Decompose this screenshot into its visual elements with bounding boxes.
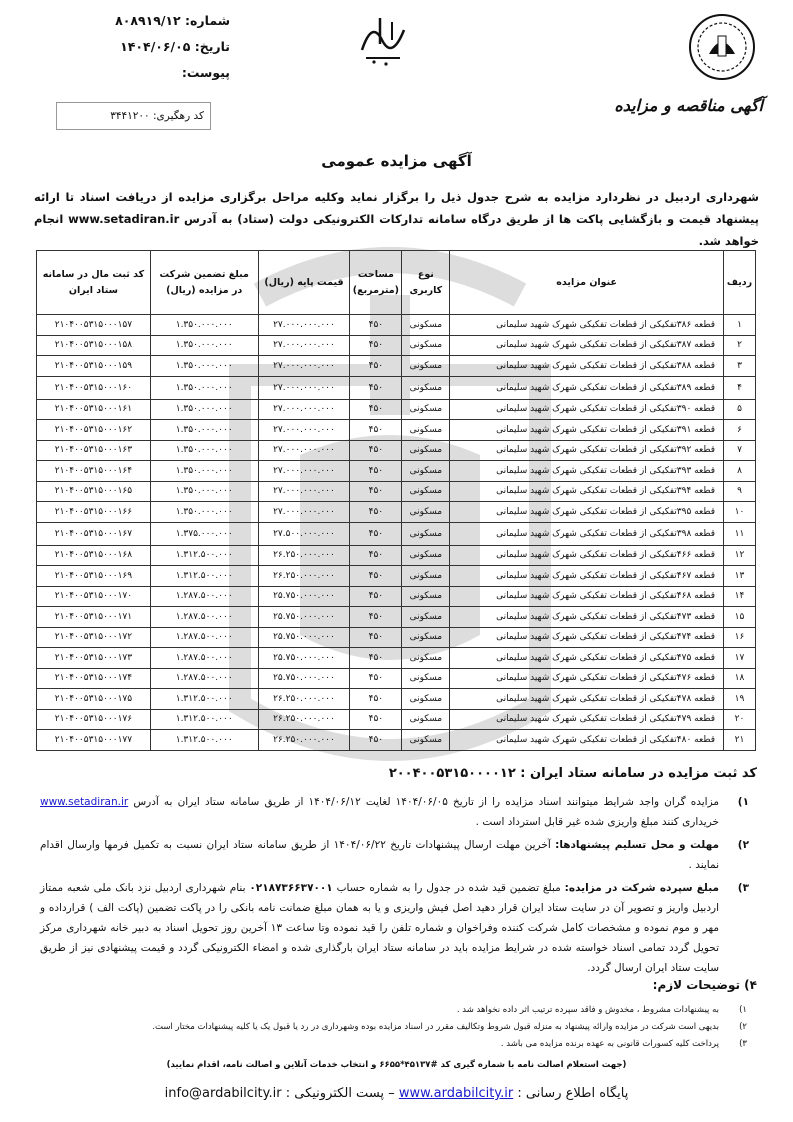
- row-number: ۱۸: [724, 668, 756, 689]
- row-use: مسکونی: [402, 668, 450, 689]
- row-use: مسکونی: [402, 709, 450, 730]
- date-label: تاریخ:: [194, 39, 230, 54]
- row-deposit: ۱.۳۷۵.۰۰۰.۰۰۰: [150, 522, 258, 545]
- row-number: ۱۰: [724, 502, 756, 523]
- row-title: قطعه ۴۷۹تفکیکی از قطعات تفکیکی شهرک شهید سلیمانی: [450, 709, 724, 730]
- row-number: ۱۲: [724, 545, 756, 566]
- table-row: [37, 607, 756, 628]
- row-number: ۲: [724, 335, 756, 356]
- row-base-price: ۲۷.۰۰۰.۰۰۰.۰۰۰: [258, 335, 350, 356]
- row-code: ۲۱۰۴۰۰۵۳۱۵۰۰۰۱۷۲: [37, 627, 151, 648]
- row-title: قطعه ۳۸۶تفکیکی از قطعات تفکیکی شهرک شهید سلیمانی: [450, 315, 724, 336]
- table-row: [37, 627, 756, 648]
- row-area: ۴۵۰: [350, 315, 402, 336]
- row-area: ۴۵۰: [350, 399, 402, 420]
- row-deposit: ۱.۲۸۷.۵۰۰.۰۰۰: [150, 668, 258, 689]
- condition-item-1: [40, 792, 757, 832]
- row-code: ۲۱۰۴۰۰۵۳۱۵۰۰۰۱۶۰: [37, 376, 151, 399]
- row-deposit: ۱.۳۵۰.۰۰۰.۰۰۰: [150, 502, 258, 523]
- row-base-price: ۲۷.۰۰۰.۰۰۰.۰۰۰: [258, 461, 350, 482]
- table-row: [37, 545, 756, 566]
- item-text: مبلغ تضمین قید شده در جدول را به شماره حساب: [336, 882, 561, 894]
- row-code: ۲۱۰۴۰۰۵۳۱۵۰۰۰۱۷۱: [37, 607, 151, 628]
- registration-label: کد ثبت مزایده در سامانه ستاد ایران :: [520, 766, 757, 781]
- row-title: قطعه ۳۸۷تفکیکی از قطعات تفکیکی شهرک شهید سلیمانی: [450, 335, 724, 356]
- table-row: [37, 648, 756, 669]
- row-deposit: ۱.۳۱۲.۵۰۰.۰۰۰: [150, 689, 258, 710]
- col-use: نوع کاربری: [402, 251, 450, 315]
- tracking-code-box: [56, 102, 211, 130]
- row-deposit: ۱.۳۵۰.۰۰۰.۰۰۰: [150, 440, 258, 461]
- row-number: ۵: [724, 399, 756, 420]
- row-code: ۲۱۰۴۰۰۵۳۱۵۰۰۰۱۶۶: [37, 502, 151, 523]
- row-base-price: ۲۷.۰۰۰.۰۰۰.۰۰۰: [258, 481, 350, 502]
- intro-line2a: و بازگشایی پاکت ها از طریق درگاه سامانه تدارکات الکترونیکی دولت (ستاد) به آدرس: [184, 212, 675, 226]
- table-row: [37, 522, 756, 545]
- row-use: مسکونی: [402, 627, 450, 648]
- row-title: قطعه ۴۷۵تفکیکی از قطعات تفکیکی شهرک شهید سلیمانی: [450, 648, 724, 669]
- row-deposit: ۱.۳۵۰.۰۰۰.۰۰۰: [150, 399, 258, 420]
- row-base-price: ۲۷.۰۰۰.۰۰۰.۰۰۰: [258, 376, 350, 399]
- row-deposit: ۱.۳۱۲.۵۰۰.۰۰۰: [150, 730, 258, 751]
- note-item: ۳) پرداخت کلیه کسورات قانونی به عهده برنده مزایده می باشد .: [500, 1039, 747, 1049]
- item-number: ۲): [737, 839, 749, 851]
- setadiran-link[interactable]: www.setadiran.ir: [68, 212, 180, 226]
- row-use: مسکونی: [402, 356, 450, 377]
- row-use: مسکونی: [402, 566, 450, 587]
- row-code: ۲۱۰۴۰۰۵۳۱۵۰۰۰۱۶۹: [37, 566, 151, 587]
- row-area: ۴۵۰: [350, 420, 402, 441]
- row-code: ۲۱۰۴۰۰۵۳۱۵۰۰۰۱۵۹: [37, 356, 151, 377]
- table-row: [37, 689, 756, 710]
- table-row: [37, 730, 756, 751]
- row-base-price: ۲۷.۰۰۰.۰۰۰.۰۰۰: [258, 440, 350, 461]
- number-label: شماره:: [185, 13, 230, 28]
- row-deposit: ۱.۳۵۰.۰۰۰.۰۰۰: [150, 356, 258, 377]
- row-title: قطعه ۴۶۶تفکیکی از قطعات تفکیکی شهرک شهید سلیمانی: [450, 545, 724, 566]
- row-use: مسکونی: [402, 607, 450, 628]
- row-area: ۴۵۰: [350, 335, 402, 356]
- row-base-price: ۲۵.۷۵۰.۰۰۰.۰۰۰: [258, 607, 350, 628]
- letter-date: [60, 34, 230, 60]
- row-title: قطعه ۳۹۰تفکیکی از قطعات تفکیکی شهرک شهید سلیمانی: [450, 399, 724, 420]
- row-area: ۴۵۰: [350, 566, 402, 587]
- row-number: ۹: [724, 481, 756, 502]
- row-deposit: ۱.۲۸۷.۵۰۰.۰۰۰: [150, 607, 258, 628]
- row-deposit: ۱.۳۱۲.۵۰۰.۰۰۰: [150, 566, 258, 587]
- row-deposit: ۱.۲۸۷.۵۰۰.۰۰۰: [150, 627, 258, 648]
- row-base-price: ۲۷.۰۰۰.۰۰۰.۰۰۰: [258, 356, 350, 377]
- row-base-price: ۲۶.۲۵۰.۰۰۰.۰۰۰: [258, 566, 350, 587]
- row-number: ۳: [724, 356, 756, 377]
- row-base-price: ۲۵.۷۵۰.۰۰۰.۰۰۰: [258, 668, 350, 689]
- item-number: ۱): [737, 796, 749, 808]
- row-code: ۲۱۰۴۰۰۵۳۱۵۰۰۰۱۶۴: [37, 461, 151, 482]
- conditions-list: [40, 792, 757, 981]
- row-base-price: ۲۷.۰۰۰.۰۰۰.۰۰۰: [258, 502, 350, 523]
- letter-number: [60, 8, 230, 34]
- table-row: [37, 399, 756, 420]
- row-code: ۲۱۰۴۰۰۵۳۱۵۰۰۰۱۵۸: [37, 335, 151, 356]
- row-title: قطعه ۳۹۵تفکیکی از قطعات تفکیکی شهرک شهید سلیمانی: [450, 502, 724, 523]
- row-use: مسکونی: [402, 335, 450, 356]
- row-use: مسکونی: [402, 522, 450, 545]
- item-number: ۳): [737, 882, 749, 894]
- row-base-price: ۲۶.۲۵۰.۰۰۰.۰۰۰: [258, 545, 350, 566]
- row-code: ۲۱۰۴۰۰۵۳۱۵۰۰۰۱۶۱: [37, 399, 151, 420]
- col-deposit: مبلغ تضمین شرکت در مزایده (ریال): [150, 251, 258, 315]
- email-link[interactable]: info@ardabilcity.ir: [164, 1086, 282, 1101]
- note-item: ۱) به پیشنهادات مشروط ، مخدوش و فاقد سپرده ترتیب اثر داده نخواهد شد .: [456, 1005, 747, 1015]
- letter-attachment: [60, 60, 230, 86]
- row-code: ۲۱۰۴۰۰۵۳۱۵۰۰۰۱۷۵: [37, 689, 151, 710]
- row-area: ۴۵۰: [350, 730, 402, 751]
- row-deposit: ۱.۳۱۲.۵۰۰.۰۰۰: [150, 709, 258, 730]
- calligraphy-emblem: [352, 10, 412, 68]
- table-row: [37, 461, 756, 482]
- row-area: ۴۵۰: [350, 668, 402, 689]
- col-code: کد ثبت مال در سامانه ستاد ایران: [37, 251, 151, 315]
- row-base-price: ۲۵.۷۵۰.۰۰۰.۰۰۰: [258, 648, 350, 669]
- row-area: ۴۵۰: [350, 376, 402, 399]
- registration-value: ۲۰۰۴۰۰۵۳۱۵۰۰۰۰۱۲: [388, 766, 516, 781]
- row-base-price: ۲۷.۰۰۰.۰۰۰.۰۰۰: [258, 399, 350, 420]
- row-code: ۲۱۰۴۰۰۵۳۱۵۰۰۰۱۷۳: [37, 648, 151, 669]
- row-number: ۷: [724, 440, 756, 461]
- row-number: ۶: [724, 420, 756, 441]
- row-deposit: ۱.۳۵۰.۰۰۰.۰۰۰: [150, 335, 258, 356]
- row-title: قطعه ۳۹۲تفکیکی از قطعات تفکیکی شهرک شهید سلیمانی: [450, 440, 724, 461]
- row-code: ۲۱۰۴۰۰۵۳۱۵۰۰۰۱۶۸: [37, 545, 151, 566]
- row-number: ۱۶: [724, 627, 756, 648]
- row-use: مسکونی: [402, 440, 450, 461]
- row-use: مسکونی: [402, 315, 450, 336]
- intro-line1: شهرداری اردبیل در نظردارد مزایده به شرح جدول ذیل را برگزار نماید وکلیه مراحل برگزاری مزایده از دریافت اسناد تا ارائه پیشنهاد قیمت: [34, 190, 759, 226]
- row-base-price: ۲۷.۰۰۰.۰۰۰.۰۰۰: [258, 420, 350, 441]
- tracking-value: ۳۴۴۱۲۰۰: [110, 110, 150, 122]
- row-code: ۲۱۰۴۰۰۵۳۱۵۰۰۰۱۷۶: [37, 709, 151, 730]
- row-use: مسکونی: [402, 481, 450, 502]
- row-code: ۲۱۰۴۰۰۵۳۱۵۰۰۰۱۶۲: [37, 420, 151, 441]
- auction-table: [36, 250, 756, 751]
- row-number: ۱۵: [724, 607, 756, 628]
- table-row: [37, 566, 756, 587]
- row-use: مسکونی: [402, 689, 450, 710]
- row-title: قطعه ۴۶۷تفکیکی از قطعات تفکیکی شهرک شهید سلیمانی: [450, 566, 724, 587]
- row-area: ۴۵۰: [350, 607, 402, 628]
- setadiran-link[interactable]: www.setadiran.ir: [40, 796, 129, 808]
- row-title: قطعه ۳۹۸تفکیکی از قطعات تفکیکی شهرک شهید سلیمانی: [450, 522, 724, 545]
- table-row: [37, 335, 756, 356]
- row-title: قطعه ۳۹۱تفکیکی از قطعات تفکیکی شهرک شهید سلیمانی: [450, 420, 724, 441]
- row-use: مسکونی: [402, 502, 450, 523]
- row-area: ۴۵۰: [350, 648, 402, 669]
- row-title: قطعه ۴۷۸تفکیکی از قطعات تفکیکی شهرک شهید سلیمانی: [450, 689, 724, 710]
- row-area: ۴۵۰: [350, 461, 402, 482]
- row-number: ۱۳: [724, 566, 756, 587]
- item-text: بنام شهرداری اردبیل نزد بانک ملی شعبه ممتاز اردبیل واریز و تصویر آن در سایت ستاد ایران قرار دهید اصل فیش واریزی و یا به همان مبلغ ضمانت نامه بانکی را در پاکت تضمین (پاکت الف ) قرارداده و مهر و موم نموده و مشخصات کامل شرکت کننده وفراخوان و شماره تلفن را قید نموده وتا ساعت ۱۳ آخرین روز تحویل اسناد به دبیر خانه شهرداری مرکز تحویل گردد تمامی اسناد خواسته شده در شرایط مزایده باید در سامانه ستاد ایران بارگذاری شده و امضاء الکترونیکی گردد و قیمت پیشنهادی نیز از طریق سایت ستاد ایران ارسال گردد.: [40, 882, 719, 974]
- notes-heading: ۴) توضیحات لازم:: [652, 978, 757, 992]
- item-text: خریداری کنند مبلغ واریزی شده غیر قابل استرداد است .: [475, 816, 719, 828]
- row-code: ۲۱۰۴۰۰۵۳۱۵۰۰۰۱۷۰: [37, 586, 151, 607]
- row-area: ۴۵۰: [350, 502, 402, 523]
- row-title: قطعه ۳۹۴تفکیکی از قطعات تفکیکی شهرک شهید سلیمانی: [450, 481, 724, 502]
- item-text: مزایده گران واجد شرایط میتوانند اسناد مزایده را از تاریخ ۱۴۰۴/۰۶/۰۵ لغایت ۱۴۰۴/۰۶/۱۲ از طریق سامانه ستاد ایران به آدرس: [133, 796, 719, 808]
- ardabil-municipality-logo: [687, 12, 757, 82]
- notes-list: [40, 1002, 757, 1053]
- authenticity-note: (جهت استعلام اصالت نامه با شماره گیری کد #۴۵۱۳۷*۶۶۵۵ و انتخاب خدمات آنلاین و اصالت نامه، اقدام نمایید): [166, 1060, 627, 1070]
- row-title: قطعه ۴۷۳تفکیکی از قطعات تفکیکی شهرک شهید سلیمانی: [450, 607, 724, 628]
- table-row: [37, 420, 756, 441]
- row-code: ۲۱۰۴۰۰۵۳۱۵۰۰۰۱۶۵: [37, 481, 151, 502]
- table-row: [37, 709, 756, 730]
- row-deposit: ۱.۳۵۰.۰۰۰.۰۰۰: [150, 376, 258, 399]
- condition-item-3: [40, 878, 757, 978]
- page-title: آگهی مزایده عمومی: [321, 152, 472, 170]
- row-area: ۴۵۰: [350, 356, 402, 377]
- row-title: قطعه ۴۷۶تفکیکی از قطعات تفکیکی شهرک شهید سلیمانی: [450, 668, 724, 689]
- item-heading: مهلت و محل تسلیم پیشنهادها:: [555, 839, 720, 851]
- row-code: ۲۱۰۴۰۰۵۳۱۵۰۰۰۱۵۷: [37, 315, 151, 336]
- row-use: مسکونی: [402, 376, 450, 399]
- row-use: مسکونی: [402, 648, 450, 669]
- col-row: ردیف: [724, 251, 756, 315]
- row-area: ۴۵۰: [350, 709, 402, 730]
- row-deposit: ۱.۳۵۰.۰۰۰.۰۰۰: [150, 315, 258, 336]
- row-area: ۴۵۰: [350, 689, 402, 710]
- row-base-price: ۲۶.۲۵۰.۰۰۰.۰۰۰: [258, 709, 350, 730]
- table-row: [37, 440, 756, 461]
- row-base-price: ۲۵.۷۵۰.۰۰۰.۰۰۰: [258, 627, 350, 648]
- email-label: پست الکترونیکی :: [285, 1086, 385, 1101]
- row-number: ۱: [724, 315, 756, 336]
- table-row: [37, 481, 756, 502]
- tracking-label: کد رهگیری:: [153, 110, 204, 122]
- row-code: ۲۱۰۴۰۰۵۳۱۵۰۰۰۱۶۷: [37, 522, 151, 545]
- registration-code: [389, 766, 757, 781]
- item-heading: مبلغ سپرده شرکت در مزایده:: [564, 882, 720, 894]
- intro-line2b: انجام خواهد شد.: [34, 212, 759, 248]
- row-number: ۱۱: [724, 522, 756, 545]
- row-base-price: ۲۶.۲۵۰.۰۰۰.۰۰۰: [258, 689, 350, 710]
- col-area: مساحت (مترمربع): [350, 251, 402, 315]
- col-title: عنوان مزایده: [450, 251, 724, 315]
- row-title: قطعه ۳۸۸تفکیکی از قطعات تفکیکی شهرک شهید سلیمانی: [450, 356, 724, 377]
- row-area: ۴۵۰: [350, 440, 402, 461]
- portal-link[interactable]: www.ardabilcity.ir: [398, 1086, 514, 1101]
- row-code: ۲۱۰۴۰۰۵۳۱۵۰۰۰۱۷۷: [37, 730, 151, 751]
- row-base-price: ۲۷.۵۰۰.۰۰۰.۰۰۰: [258, 522, 350, 545]
- row-deposit: ۱.۲۸۷.۵۰۰.۰۰۰: [150, 648, 258, 669]
- row-area: ۴۵۰: [350, 522, 402, 545]
- date-value: ۱۴۰۴/۰۶/۰۵: [120, 39, 191, 54]
- row-deposit: ۱.۳۵۰.۰۰۰.۰۰۰: [150, 481, 258, 502]
- table-row: [37, 586, 756, 607]
- row-base-price: ۲۷.۰۰۰.۰۰۰.۰۰۰: [258, 315, 350, 336]
- row-title: قطعه ۴۸۰تفکیکی از قطعات تفکیکی شهرک شهید سلیمانی: [450, 730, 724, 751]
- condition-item-2: [40, 835, 757, 875]
- row-deposit: ۱.۳۵۰.۰۰۰.۰۰۰: [150, 461, 258, 482]
- row-use: مسکونی: [402, 461, 450, 482]
- row-code: ۲۱۰۴۰۰۵۳۱۵۰۰۰۱۶۳: [37, 440, 151, 461]
- table-row: [37, 376, 756, 399]
- row-number: ۱۹: [724, 689, 756, 710]
- row-area: ۴۵۰: [350, 627, 402, 648]
- col-base: قیمت پایه (ریال): [258, 251, 350, 315]
- number-value: ۸۰۸۹۱۹/۱۲: [115, 13, 181, 28]
- row-code: ۲۱۰۴۰۰۵۳۱۵۰۰۰۱۷۴: [37, 668, 151, 689]
- row-base-price: ۲۶.۲۵۰.۰۰۰.۰۰۰: [258, 730, 350, 751]
- row-deposit: ۱.۳۱۲.۵۰۰.۰۰۰: [150, 545, 258, 566]
- row-use: مسکونی: [402, 399, 450, 420]
- row-title: قطعه ۴۷۴تفکیکی از قطعات تفکیکی شهرک شهید سلیمانی: [450, 627, 724, 648]
- row-use: مسکونی: [402, 586, 450, 607]
- note-item: ۲) بدیهی است شرکت در مزایده وارائه پیشنهاد به منزله قبول شروط وتکالیف مقرر در اسناد مزایده بوده وشهرداری در رد یا قبول یک یا کلیه پیشنهادات مختار است.: [152, 1022, 747, 1032]
- row-base-price: ۲۵.۷۵۰.۰۰۰.۰۰۰: [258, 586, 350, 607]
- table-row: [37, 502, 756, 523]
- row-deposit: ۱.۲۸۷.۵۰۰.۰۰۰: [150, 586, 258, 607]
- row-number: ۲۱: [724, 730, 756, 751]
- row-deposit: ۱.۳۵۰.۰۰۰.۰۰۰: [150, 420, 258, 441]
- table-row: [37, 315, 756, 336]
- row-use: مسکونی: [402, 545, 450, 566]
- attach-label: پیوست:: [181, 65, 230, 80]
- row-number: ۱۴: [724, 586, 756, 607]
- row-number: ۱۷: [724, 648, 756, 669]
- row-number: ۴: [724, 376, 756, 399]
- table-row: [37, 668, 756, 689]
- row-number: ۲۰: [724, 709, 756, 730]
- row-area: ۴۵۰: [350, 481, 402, 502]
- account-number: ۰۲۱۸۷۳۶۶۳۷۰۰۱: [249, 882, 333, 894]
- row-use: مسکونی: [402, 730, 450, 751]
- table-row: [37, 356, 756, 377]
- row-title: قطعه ۴۶۸تفکیکی از قطعات تفکیکی شهرک شهید سلیمانی: [450, 586, 724, 607]
- row-area: ۴۵۰: [350, 545, 402, 566]
- table-header-row: [37, 251, 756, 315]
- row-number: ۸: [724, 461, 756, 482]
- intro-paragraph: [34, 186, 759, 252]
- row-title: قطعه ۳۹۳تفکیکی از قطعات تفکیکی شهرک شهید سلیمانی: [450, 461, 724, 482]
- row-use: مسکونی: [402, 420, 450, 441]
- footer-sep: –: [388, 1086, 395, 1101]
- row-area: ۴۵۰: [350, 586, 402, 607]
- letter-meta: [60, 8, 230, 86]
- row-title: قطعه ۳۸۹تفکیکی از قطعات تفکیکی شهرک شهید سلیمانی: [450, 376, 724, 399]
- portal-label: پایگاه اطلاع رسانی :: [517, 1086, 629, 1101]
- footer: [0, 1086, 793, 1101]
- item-text: آخرین مهلت ارسال پیشنهادات تاریخ ۱۴۰۴/۰۶/۲۲ از طریق سامانه ستاد ایران نسبت به تکمیل فرمها وارسال اقدام نمایند .: [40, 839, 719, 871]
- logo-caption: آگهی مناقصه و مزایده: [614, 96, 763, 115]
